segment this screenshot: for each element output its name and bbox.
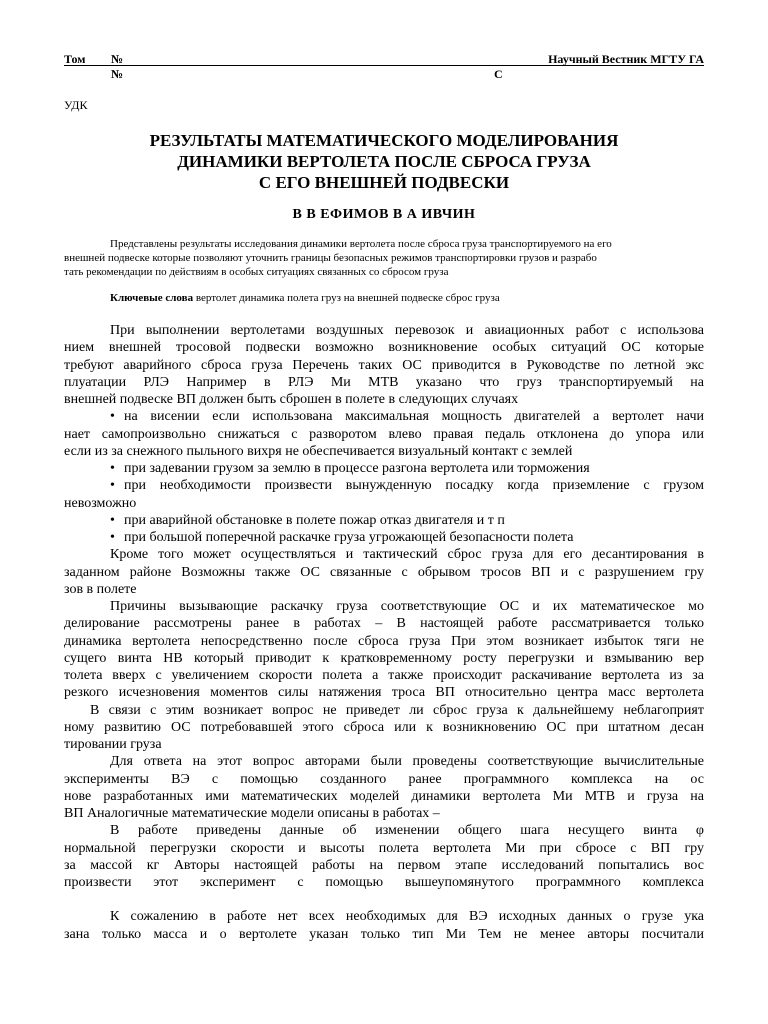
body-line: делирование рассмотрены ранее в работах – В настоящей работе рассматривается только: [64, 616, 704, 632]
list-item: • при необходимости произвести вынужденную посадку когда приземление с грузом: [110, 478, 704, 494]
header-rule: [64, 65, 704, 66]
body-line: При выполнении вертолетами воздушных перевозок и авиационных работ с использова: [110, 323, 704, 338]
body-line: произвести этот эксперимент с помощью вышеупомянутого программного комплекса: [64, 875, 704, 890]
body-line: динамика вертолета непосредственно после сброса груза При этом возникает избыток тяги не: [64, 633, 704, 649]
bullet-icon: •: [110, 512, 115, 528]
body-line: В работе приведены данные об изменении общего шага несущего винта φ: [110, 823, 704, 839]
body-line: за массой кг Авторы настоящей работы на первом этапе исследований попытались вос: [64, 857, 704, 873]
body-line: заданном районе Возможны также ОС связанные с обрывом тросов ВП и с разрушением гру: [64, 564, 704, 580]
body-line: тировании груза: [64, 737, 162, 752]
bullet-icon: •: [110, 461, 115, 476]
body-line: нием внешней тросовой подвески возможно возникновение особых ситуаций ОС которые: [64, 340, 704, 356]
body-line: Кроме того может осуществляться и тактический сброс груза для его десантирования в: [110, 547, 704, 563]
body-line: невозможно: [64, 495, 137, 511]
udk-label: УДК: [64, 98, 88, 112]
list-item: • при аварийной обстановке в полете пожар отказ двигателя и т п: [110, 512, 505, 528]
list-item: • при задевании грузом за землю в процессе разгона вертолета или торможения: [110, 461, 590, 476]
title-line: РЕЗУЛЬТАТЫ МАТЕМАТИЧЕСКОГО МОДЕЛИРОВАНИЯ: [149, 131, 619, 150]
body-text: [64, 322, 704, 943]
body-line: В связи с этим возникает вопрос не приведет ли сброс груза к дальнейшему неблагоприят: [90, 702, 704, 718]
bullet-icon: •: [110, 409, 115, 425]
paper-title: [64, 130, 704, 193]
keywords-text: вертолет динамика полета груз на внешней подвеске сброс груза: [193, 292, 500, 304]
paragraph-gap: [64, 891, 704, 908]
body-line: толета вверх с увеличением скорости полета а также происходит раскачивание вертолета из за: [64, 668, 704, 683]
body-line: нормальной перегрузки скорости и высоты полета вертолета Ми при сбросе с ВП гру: [64, 840, 704, 856]
body-line: нает самопроизвольно снижаться с разворотом влево правая педаль отклонена до упора или: [64, 426, 704, 442]
body-line: эксперименты ВЭ с помощью созданного ранее программного комплекса на ос: [64, 771, 704, 787]
body-line: зана только масса и о вертолете указан только тип Ми Тем не менее авторы посчитали: [64, 926, 704, 942]
abstract-line: внешней подвеске которые позволяют уточнить границы безопасных режимов транспортировки грузов и разрабо: [64, 252, 597, 264]
list-item: • при большой поперечной раскачке груза угрожающей безопасности полета: [110, 530, 574, 545]
bullet-icon: •: [110, 478, 115, 494]
body-line: нове разработанных ими математических моделей динамики вертолета Ми МТВ и груза на: [64, 788, 704, 804]
running-header: [64, 52, 704, 82]
abstract-line: Представлены результаты исследования динамики вертолета после сброса груза транспортируемого на его: [110, 238, 612, 250]
body-line: резкого исчезновения моментов силы натяжения троса ВП относительно центра масс вертолета: [64, 685, 704, 701]
bullet-icon: •: [110, 530, 115, 545]
body-line: зов в полете: [64, 581, 137, 597]
abstract-line: тать рекомендации по действиям в особых ситуациях связанных со сбросом груза: [64, 266, 449, 278]
body-line: Причины вызывающие раскачку груза соответствующие ОС и их математическое мо: [110, 599, 704, 614]
body-line: К сожалению в работе нет всех необходимых для ВЭ исходных данных о грузе ука: [110, 909, 704, 925]
issue-number-label: №: [111, 52, 124, 66]
journal-name: Научный Вестник МГТУ ГА: [548, 52, 704, 66]
abstract: [64, 237, 704, 279]
authors: В В ЕФИМОВ В А ИВЧИН: [292, 207, 476, 222]
body-line: сущего винта НВ который приводит к кратковременному росту перегрузки и взмыванию вер: [64, 650, 704, 666]
body-line: ВП Аналогичные математические модели описаны в работах –: [64, 806, 440, 821]
body-line: плуатации РЛЭ Например в РЛЭ Ми МТВ указано что груз транспортируемый на: [64, 374, 704, 390]
body-line: требуют аварийного сброса груза Перечень таких ОС приводится в Руководстве по летной экс: [64, 357, 704, 373]
title-line: С ЕГО ВНЕШНЕЙ ПОДВЕСКИ: [258, 173, 510, 192]
keywords: [64, 292, 704, 304]
body-line: Для ответа на этот вопрос авторами были проведены соответствующие вычислительные: [110, 754, 704, 770]
volume-label: Том: [64, 52, 86, 66]
keywords-label: Ключевые слова: [110, 292, 194, 304]
series-label: С: [494, 67, 503, 81]
body-line: внешней подвеске ВП должен быть сброшен в полете в следующих случаях: [64, 392, 519, 407]
body-line: ному развитию ОС потребовавшей этого сброса или к возникновению ОС при штатном десан: [64, 719, 704, 735]
title-line: ДИНАМИКИ ВЕРТОЛЕТА ПОСЛЕ СБРОСА ГРУЗА: [177, 152, 591, 171]
issue-number-label-2: №: [111, 67, 124, 81]
body-line: если из за снежного пыльного вихря не обеспечивается визуальный контакт с землей: [64, 443, 573, 459]
list-item: • на висении если использована максимальная мощность двигателей а вертолет начи: [110, 409, 704, 425]
